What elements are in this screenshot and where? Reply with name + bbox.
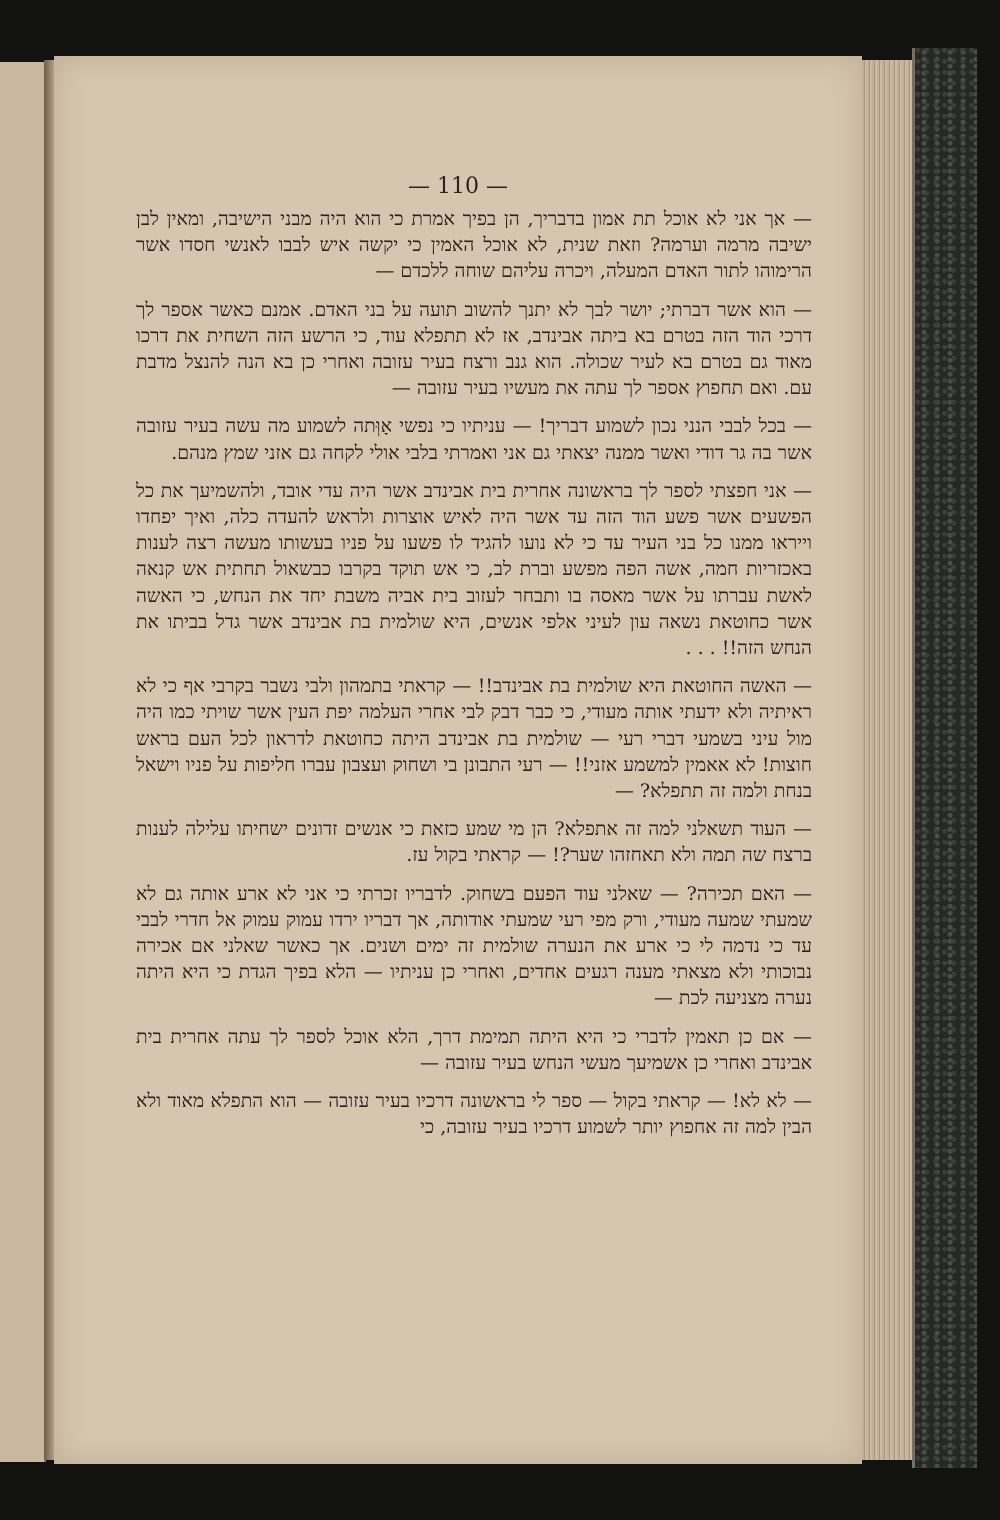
paragraph: — בכל לבבי הנני נכון לשמוע דבריך! — עניתיו כי נפשי אָוְּתה לשמוע מה עשה בעיר עזובה אשר בה גר דודי ואשר ממנה יצאתי גם אני ואמרתי בלבי אולי לקחה גם אזני שמץ מנהם. bbox=[136, 415, 812, 464]
book-page bbox=[54, 56, 862, 1464]
left-page-edge bbox=[0, 62, 46, 1462]
page-edges bbox=[862, 60, 912, 1460]
paragraph: — הוא אשר דברתי; יושר לבך לא יתנך להשוב תועה על בני האדם. אמנם כאשר אספר לך דרכי הוד הזה בטרם בא ביתה אבינדב, אז לא תתפלא עוד, כי הרשע הזה השחית את דרכו מאוד גם בטרם בא לעיר שכולה. הוא גנב ורצח בעיר עזובה ואחרי כן בא הנה להנצל מדבת עם. ואם תחפוץ אספר לך עתה את מעשיו בעיר עזובה — bbox=[136, 298, 812, 400]
paragraph: — אני חפצתי לספר לך בראשונה אחרית בית אבינדב אשר היה עדי אובד, ולהשמיעך את כל הפשעים אשר פשע הוד הזה עד אשר היה לאיש אוצרות ולראש להעדה כלה, ואיך יפחדו וייראו ממנו כל בני העיר עד כי לא נועו להגיד לו פשעו על פניו בעשותו מעשה רצה לענות באכזריות חמה, אשה הפה מפשע וברת לב, כי אש תוקד בקרבו כבשאול תחתית אש קנאה לאשת עברתו על אשר מאסה בו ותבחר לעזוב בית אביה משבת יחד את הנחש, כי האשה אשר כחוטאת נשאה עון לעיני אלפי אנשים, היא שולמית בת אבינדב אשר גדל בביתו את הנחש הזה!! . . . bbox=[136, 479, 812, 660]
paragraph: — אך אני לא אוכל תת אמון בדבריך, הן בפיך אמרת כי הוא היה מבני הישיבה, ומאין לבן ישיבה מרמה וערמה? וזאת שנית, לא אוכל האמין כי יקשה איש לבבו לאנשי חסדו אשר הרימוהו לתור האדם המעלה, ויכרה עליהם שוחה ללכדם — bbox=[136, 208, 812, 283]
paragraph: — לא לא! — קראתי בקול — ספר לי בראשונה דרכיו בעיר עזובה — הוא התפלא מאוד ולא הבין למה זה אחפוץ יותר לשמוע דרכיו בעיר עזובה, כי bbox=[136, 1090, 812, 1139]
paragraph: — העוד תשאלני למה זה אתפלא? הן מי שמע כזאת כי אנשים זדונים ישחיתו עלילה לענות ברצח שה תמה ולא תאחזהו שער?! — קראתי בקול עז. bbox=[136, 818, 812, 867]
book-cover bbox=[912, 48, 977, 1468]
paragraph: — האם תכירה? — שאלני עוד הפעם בשחוק. לדבריו זכרתי כי אני לא ארע אותה גם לא שמעתי שמעה מעודי, ורק מפי רעי שמעתי אודותה, אך דבריו ירדו עמוק עמוק אל חדרי לבבי עד כי נדמה לי כי ארע את הנערה שולמית זה ימים ושנים. אך כאשר שאלני אם אכירה נבוכותי ולא מצאתי מענה רגעים אחדים, ואחרי כן עניתיו — הלא בפיך הגדת כי היא היתה נערה מצניעה לכת — bbox=[136, 882, 812, 1010]
page-number: — 110 — bbox=[408, 174, 508, 199]
paragraph: — האשה החוטאת היא שולמית בת אבינדב!! — קראתי בתמהון ולבי נשבר בקרבי אף כי לא ראיתיה ולא ידעתי אותה מעודי, כי כבר דבק לבי אחרי העלמה יפת העין אשר שויתי כמו היה מול עיני בשמעי דברי רעי — שולמית בת אבינדב היתה כחוטאת לדראון לכל העם בראש חוצות! לא אאמין למשמע אזני!! — רעי התבונן בי ושחוק ועצבון עברו חליפות על פניו וישאל בנחת ולמה זה תתפלא? — bbox=[136, 675, 812, 803]
paragraph: — אם כן תאמין לדברי כי היא היתה תמימת דרך, הלא אוכל לספר לך עתה אחרית בית אבינדב ואחרי כן אשמיעך מעשי הנחש בעיר עזובה — bbox=[136, 1025, 812, 1074]
page-text bbox=[136, 206, 812, 1153]
book-gutter bbox=[44, 60, 54, 1460]
